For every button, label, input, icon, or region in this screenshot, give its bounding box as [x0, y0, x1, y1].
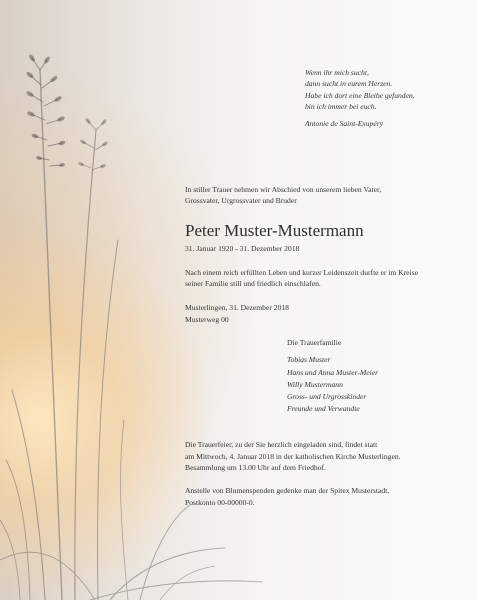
life-dates: 31. Januar 1920 - 31. Dezember 2018 — [185, 243, 300, 253]
family-member: Freunde und Verwandte — [287, 404, 360, 414]
family-member: Tobias Muster — [287, 355, 331, 365]
obituary-body — [185, 184, 465, 508]
donation-line: Anstelle von Blumenspenden gedenke man der Spitex Musterstadt, — [185, 486, 390, 496]
deceased-name: Peter Muster-Mustermann — [185, 220, 364, 240]
place-date: Musterlingen, 31. Dezember 2018 — [185, 303, 289, 313]
quote-line: bin ich immer bei euch. — [305, 101, 377, 111]
quote-line: Wenn ihr mich sucht, — [305, 68, 369, 77]
service-line: Besammlung um 13.00 Uhr auf dem Friedhof. — [185, 462, 326, 472]
intro-line: In stiller Trauer nehmen wir Abschied von unserem lieben Vater, — [185, 185, 382, 194]
intro-line: Grossvater, Urgrossvater und Bruder — [185, 196, 297, 206]
family-heading: Die Trauerfamilie — [287, 338, 342, 348]
donation-line: Postkonto 00-00000-0. — [185, 497, 255, 507]
family-members — [287, 354, 465, 415]
quote-line: Habe ich dort eine Bleibe gefunden, — [305, 90, 415, 100]
message-line: seiner Familie still und friedlich einschlafen. — [185, 279, 321, 289]
address: Musterweg 00 — [185, 314, 229, 324]
service-line: Die Trauerfeier, zu der Sie herzlich eingeladen sind, findet statt — [185, 440, 378, 450]
service-line: am Mittwoch, 4. Januar 2018 in der katholischen Kirche Musterlingen. — [185, 451, 401, 461]
memorial-quote — [305, 67, 415, 129]
message-line: Nach einem reich erfüllten Leben und kurzer Leidenszeit durfte er im Kreise — [185, 267, 418, 277]
quote-line: dann sucht in eurem Herzen. — [305, 79, 393, 89]
quote-author: Antonie de Saint-Exupéry — [305, 119, 384, 129]
family-member: Gross- und Urgrosskinder — [287, 391, 367, 401]
family-member: Hans und Anna Muster-Meier — [287, 367, 379, 377]
family-member: Willy Mustermann — [287, 379, 343, 389]
